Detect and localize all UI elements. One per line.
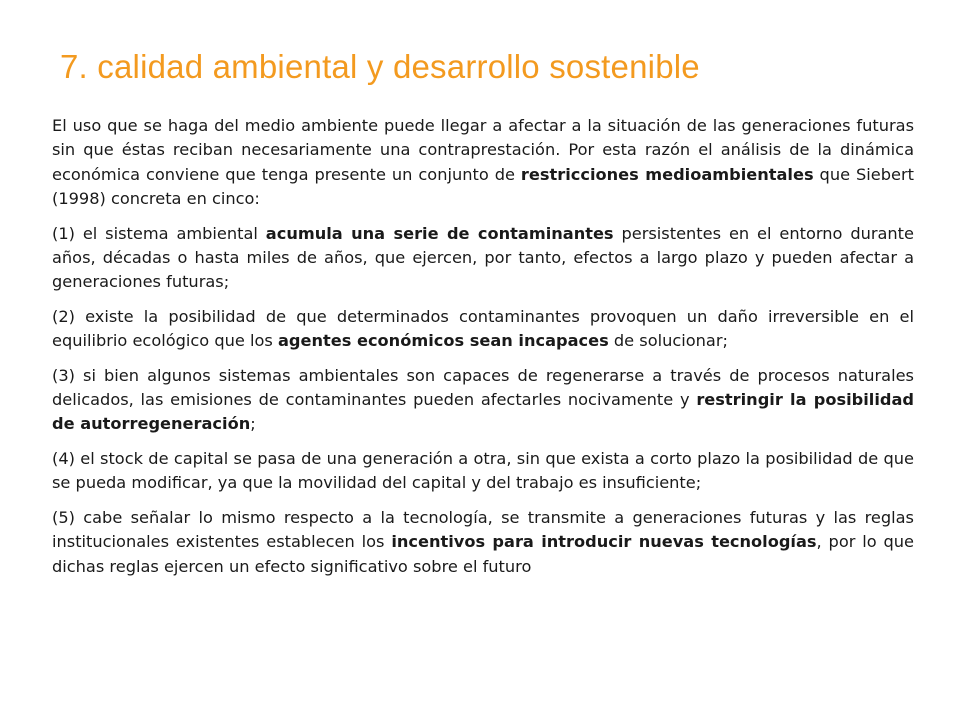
paragraph-text: (5) cabe señalar lo mismo respecto a la tecnología, se transmite a generaciones futuras y las reglas institucionales existentes establecen los xyxy=(52,507,914,552)
paragraph-text: persistentes en el entorno durante años, décadas o hasta miles de años, que ejercen, por tanto, efectos a largo plazo y pueden afectar a generaciones futuras; xyxy=(52,223,914,292)
paragraph-text: , por lo que dichas reglas ejercen un efecto significativo sobre el futuro xyxy=(52,532,914,576)
slide-title: 7. calidad ambiental y desarrollo sostenible xyxy=(60,48,700,85)
paragraph-intro xyxy=(52,114,914,212)
paragraph-text: de solucionar; xyxy=(608,331,728,351)
paragraph-item-4 xyxy=(52,447,914,496)
paragraph-emphasis: acumula una serie de contaminantes xyxy=(265,223,614,243)
paragraph-text: El uso que se haga del medio ambiente puede llegar a afectar a la situación de las generaciones futuras sin que éstas reciban necesariamente una contraprestación. Por esta razón el análisis de la dinámica económica conviene que tenga presente un conjunto de xyxy=(52,116,914,184)
paragraph-emphasis: restringir la posibilidad de autorregeneración xyxy=(52,390,914,434)
paragraph-item-3 xyxy=(52,364,914,437)
paragraph-emphasis: agentes económicos sean incapaces xyxy=(277,331,609,351)
paragraph-text: (4) el stock de capital se pasa de una generación a otra, sin que exista a corto plazo la posibilidad de que se pueda modificar, ya que la movilidad del capital y del trabajo es insuficiente; xyxy=(52,448,914,493)
paragraph-text: ; xyxy=(250,414,256,434)
paragraph-text: (2) existe la posibilidad de que determinados contaminantes provoquen un daño irreversible en el equilibrio ecológico que los xyxy=(52,306,914,351)
paragraph-emphasis: incentivos para introducir nuevas tecnologías xyxy=(391,532,817,552)
paragraph-emphasis: restricciones medioambientales xyxy=(520,164,814,184)
paragraph-text: (1) el sistema ambiental xyxy=(52,223,266,243)
paragraph-text: (3) si bien algunos sistemas ambientales son capaces de regenerarse a través de procesos naturales delicados, las emisiones de contaminantes pueden afectarles nocivamente y xyxy=(52,365,914,410)
slide-body xyxy=(52,114,914,589)
paragraph-text: que Siebert (1998) concreta en cinco: xyxy=(52,164,914,209)
paragraph-item-2 xyxy=(52,305,914,354)
paragraph-item-5 xyxy=(52,506,914,579)
paragraph-item-1 xyxy=(52,222,914,295)
